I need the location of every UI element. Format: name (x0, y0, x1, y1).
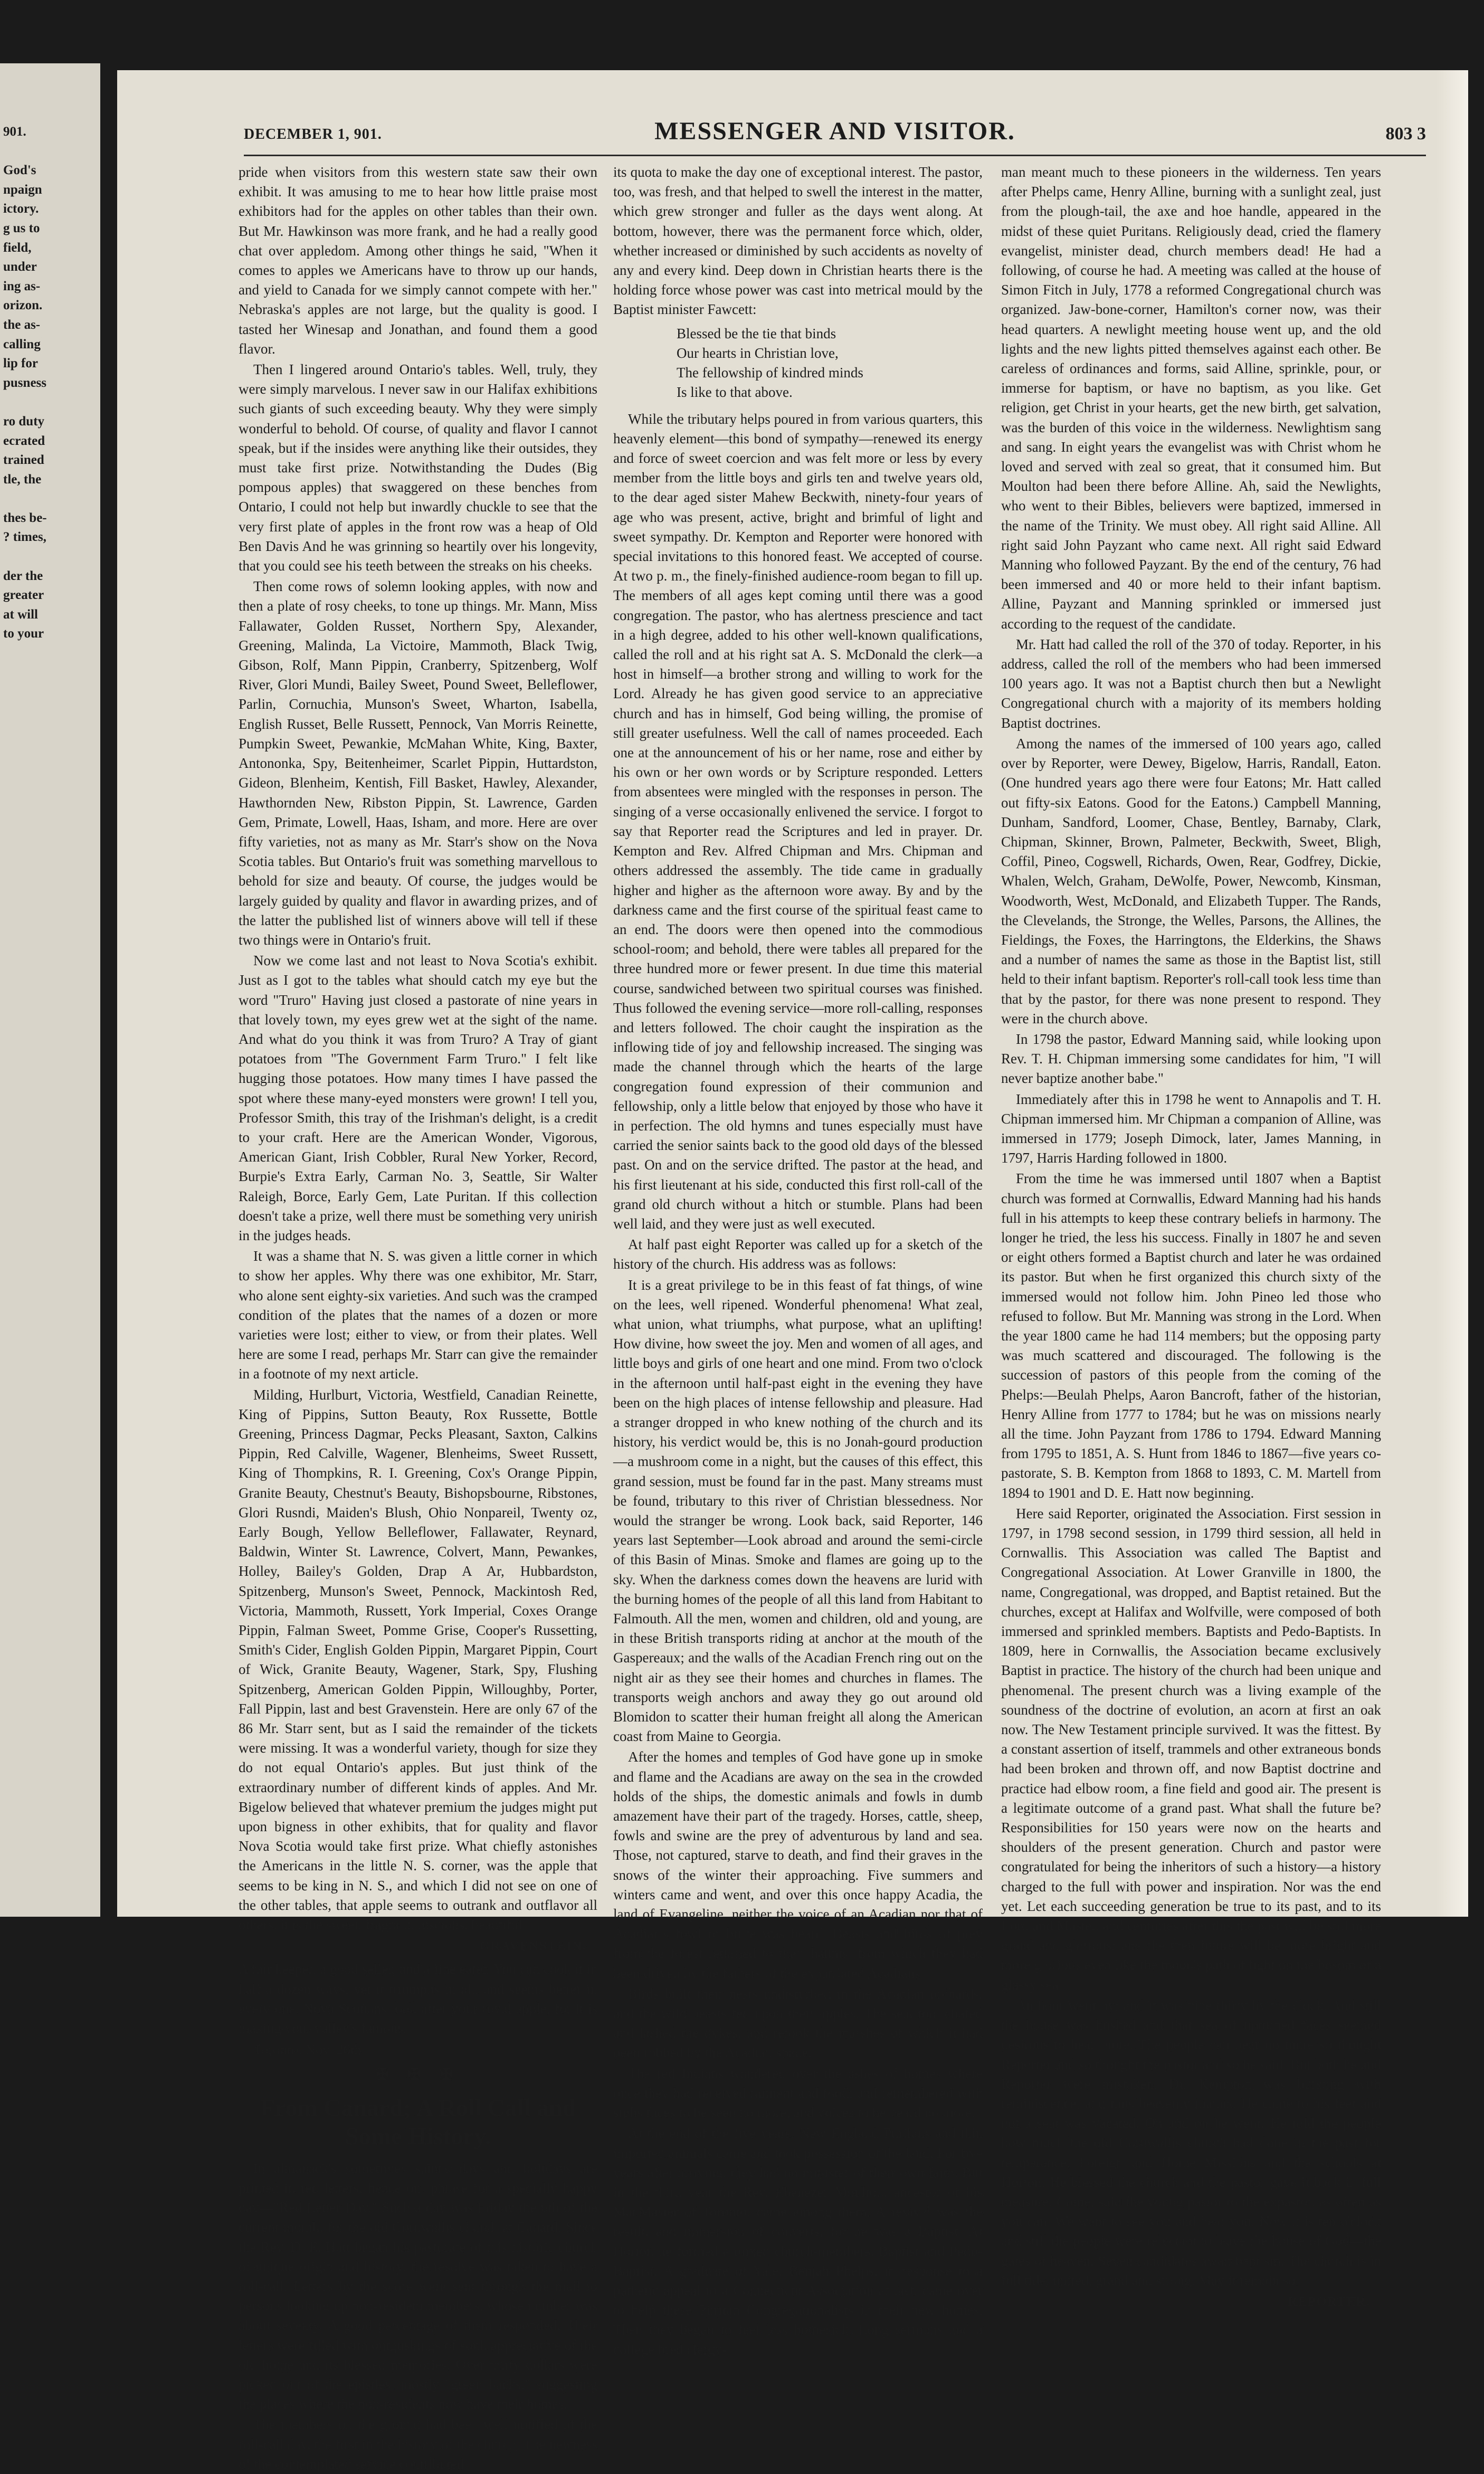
poem-line: Is like to that above. (677, 384, 793, 400)
section-ornament: ✠ ✠ ✠ (375, 2065, 461, 2083)
prev-page-fragment: trained (3, 453, 44, 468)
paragraph: Then I lingered around Ontario's tables. Well, truly, they were simply marvelous. I never saw in our Halifax exhibitions such giants of such exceeding beauty. Why they were simply wonderful to behold. Of course, of quality and flavor I cannot speak, but if the insides were anything like their outsides, they must take first prize. Notwithstanding the Dudes (Big pompous apples) that swaggered on these benches from Ontario, I could not help but inwardly chuckle to see that the very first plate of apples in the front row was a heap of Old Ben Davis And he was grinning so heartily over his longevity, that you could see his teeth between the streaks on his cheeks. (239, 361, 597, 574)
paragraph: At the end of the five years, New England Puritans and thin imported animals came and took possession of the land. For five years after arriving, they had no minister of their own faith. But in the third year the Rev. Ebenezer Moulton, ancestor of his MacMaster of Toronto, came among them. A revival was the result, and immersion of converts, for he was a Baptist. At Horton he formed a mixed church-members, Baptist and Pedo-Baptist. A graduate of Yale, Benjah Phelps, in response to a pathetic appeal to a Connecticut Association at last, came over to help these Puritan Congregationalists in their new homes. Then they began to feel less homesick. Long sermons and a college bred clergy- (613, 2125, 983, 2357)
newspaper-title: MESSENGER AND VISITOR. (654, 117, 1015, 145)
column-2-intro: its quota to make the day one of exceptional interest. The pastor, too, was fresh, and that helped to swell the interest in the matter, which grew stronger and fuller as the days went along. At bottom, however, there was the permanent force which, older, whether increased or diminished by such accidents as novelty of any and every kind. Deep down in Christian hearts there is the holding force whose power was cast into metrical mould by the Baptist minister Fawcett: (613, 164, 983, 318)
paragraph: Immediately after this in 1798 he went to Annapolis and T. H. Chipman immersed him. Mr Chipman a companion of Alline, was immersed in 1779; Joseph Dimock, later, James Manning, in 1797, Harris Harding followed in 1800. (1001, 1091, 1381, 1166)
previous-page-fragments (0, 63, 100, 644)
prev-page-fragment: ing as- (3, 279, 41, 293)
prev-page-fragment: lip for (3, 356, 38, 371)
prev-page-fragment: ? times, (3, 530, 46, 545)
paragraph: Birds built their nests undisturbed in the Acadian orchards, and the wild beasts fed upon their apples. The sea, too, chafed and lashed the dykes, and retook the marshes of which it had been robbed by the Acadian spade. (613, 1985, 983, 2061)
paragraph: An hour went by; and it was nine thirty by the clock. And still the house was hushed and that sea of upturned faces seemed desirous to hear more. The people can hear no more so thought Reporter and so thought the pastor and so he said. But both he and Reporter were mistaken. Dr. Kempton was bursting with reminiscence; and thus heavenly manna. He came to his feet and not a seat was vacated. On and on he went. He told the people how much the old Cornwallis church had done in the past for temperance. Foreign and Home Missions and the schools at Horton. He blessed the church and the pastor gave it back in full measure. Come, said the young pastor to the expastor, as often as you can. We want to see you and hear you. Now it is ten o'clock and still the people were reluctant to leave the house of God—the gates of heaven. Seven candidates await baptism. The church is in full tide, united, grand and strong. May it remain so. (1001, 1997, 1381, 2288)
prev-page-fragment: the as- (3, 317, 41, 332)
paragraph: Here said Reporter, originated the Association. First session in 1797, in 1798 second session, in 1799 third session, all held in Cornwallis. This Association was called The Baptist and Congregational Association. At Lower Granville in 1800, the name, Congregational, was dropped, and Baptist retained. But the churches, except at Halifax and Wolfville, were composed of both immersed and sprinkled members. Baptists and Pedo-Baptists. In 1809, here in Cornwallis, the Association became exclusively Baptist in practice. The history of the church had been unique and phenomenal. The present church was a living example of the soundness of the doctrine of evolution, an acorn at first an oak now. The New Testament principle survived. It was the fittest. By a constant assertion of itself, trammels and other extraneous bonds had been broken and thrown off, and now Baptist doctrine and practice had elbow room, a fine field and good air. The present is a legitimate outcome of a grand past. What shall the future be? Responsibilities for 150 years were now on the hearts and shoulders of the present generation. Church and pastor were congratulated for being the inheritors of such a history—a history charged to the full with power and inspiration. Nor was the end yet. Let each succeeding generation be true to its past, and to its Lord and Master, and centuries after this the past will be still more grand and glorious; and the then future will be more bright and more glorious even like the moon's path of light on the bosom of a glassy sea. (1001, 1505, 1381, 1993)
paragraph: Milding, Hurlburt, Victoria, Westfield, Canadian Reinette, King of Pippins, Sutton Beauty, Rox Russette, Bottle Greening, Princess Dagmar, Pecks Pleasant, Saxton, Calkins Pippin, Red Calville, Wagener, Blenheims, Sweet Russett, King of Thompkins, R. I. Greening, Cox's Orange Pippin, Granite Beauty, Chestnut's Beauty, Bishopsbourne, Ribstones, Glori Rusndi, Maiden's Blush, Ohio Nonpareil, Twenty oz, Early Bough, Yellow Belleflower, Fallawater, Reynard, Baldwin, Winter St. Lawrence, Colvert, Mann, Pewankes, Holley, Bailey's Golden, Drap A Ar, Hubbardston, Spitzenberg, Munson's Sweet, Pennock, Mackintosh Red, Victoria, Mammoth, Russett, York Imperial, Coxes Orange Pippin, Falman Sweet, Pomme Grise, Cooper's Russetting, Smith's Cider, English Golden Pippin, Margaret Pippin, Court of Wick, Granite Beauty, Wagener, Stark, Spy, Flushing Spitzenberg, American Golden Pippin, Willoughby, Porter, Fall Pippin, last and best Gravenstein. Here are only 67 of the 86 Mr. Starr sent, but as I said the remainder of the tickets were missing. It was a wonderful variety, though for size they do not equal Ontario's apples. But just think of the extraordinary number of different kinds of apples. And Mr. Bigelow believed that whatever premium the judges might put upon bigness in other exhibits, that for quality and flavor Nova Scotia would take first prize. What chiefly astonishes the Americans in the little N. S. corner, was the apple that seems to be king in N. S., and which I did not see on one of the other tables, that apple seems to outrank and outflavor all others, it is the sweet, fragrant, luscious, beautiful (239, 1386, 597, 1933)
prev-page-fragment: calling (3, 337, 41, 351)
prev-page-fragment: pusness (3, 375, 46, 390)
paragraph: Then come rows of solemn looking apples, with now and then a plate of rosy cheeks, to tone up things. Mr. Mann, Miss Fallawater, Golden Russet, Northern Spy, Alexander, Greening, Malinda, La Victoire, Mammoth, Black Twig, Gibson, Rolf, Mann Pippin, Cranberry, Spitzenberg, Wolf River, Glori Mundi, Bailey Sweet, Pound Sweet, Belleflower, Parlin, Cornuchia, Munson's Sweet, Wharton, Isabella, English Russet, Belle Russett, Pennock, Van Morris Reinette, Pumpkin Sweet, Pewankie, McMahan White, King, Baxter, Antononka, Spy, Beitenheimer, Scarlet Pippin, Huttardston, Gideon, Blenheim, Kentish, Fill Basket, Hawley, Alexander, Hawthornden New, Ribston Pippin, St. Lawrence, Garden Gem, Primate, Lowell, Haas, Isham, and more. Here are over fifty varieties, not as many as Mr. Starr's show on the Nova Scotia tables. But Ontario's fruit was something marvellous to behold for size and beauty. Of course, the judges would be largely guided by quality and flavor in awarding prizes, and of the latter the published list of winners above will tell if these two things were in Ontario's fruit. (239, 578, 597, 948)
prev-page-fragment: orizon. (3, 298, 43, 313)
closing-paragraph: A fair keeper, a good seller, and a fine eater. You can cook it in half a dozen ways, yet it triumphs in all, and seems better in every one. Nova Scotians look after your royal apple, for it is making your valley's famous. (239, 1961, 597, 2037)
previous-page-edge (0, 63, 100, 1917)
column-1 (239, 163, 597, 2472)
prev-page-fragment (3, 489, 100, 509)
prev-page-fragment: g us to (3, 221, 40, 235)
prev-page-fragment: to your (3, 626, 44, 641)
paragraph: It was a shame that N. S. was given a little corner in which to show her apples. Why there was one exhibitor, Mr. Starr, who alone sent eighty-six varieties. And such was the cramped condition of the plates that the names of a dozen or more varieties were lost; either to view, or from their plates. Well here are some I read, perhaps Mr. Starr can give the remainder in a footnote of my next article. (239, 1248, 597, 1382)
dateline: Toronto, Nov. 26th. (253, 2042, 365, 2058)
page-edge-glare (1437, 70, 1468, 1917)
prev-page-fragment: greater (3, 588, 44, 603)
paragraph: After the homes and temples of God have gone up in smoke and flame and the Acadians are away on the sea in the crowded holds of the ships, the domestic animals and fowls in dumb amazement have their part of the tragedy. Horses, cattle, sheep, fowls and swine are the prey of adventurous by land and sea. Those, not captured, starve to death, and find their graves in the snows of the winter their approaching. Five summers and winters came and went, and over this once happy Acadia, the land of Evangeline, neither the voice of an Acadian nor that of Acadian's fowl or brute was heard. Beasts and birds of prey from the forest returned to their haunts, from which they had been driven by the fathers of the expatriated Acadians. (613, 1749, 983, 1981)
prev-page-fragment: ro duty (3, 414, 45, 429)
prev-page-fragment: field, (3, 240, 32, 255)
paragraph: In almanack's sometimes saint's days and holidays are printed in red letters, hence our phrase for a specially happy day—"Red Letter Day." Such a day was Friday the 6th of the current month, for the old Cornwallis church at Canard. Since the Rev. D. E. Hatt began his pastorate of this historic church of unique origin and history, the resolve was taken to have a roll-call. Letters by the score were sent through the mail to persons looking up non-resident members, whose number was about seventy. A good percentage of them responded. Their letters were filled with outgushings of soul, appreciative of the old home and its blessed memories. Over thirty dollars were picked out of the epistles, mostly "green backs," suggesting the places where the non-residents now have their homes. (239, 2160, 597, 2412)
prev-page-fragment: at will (3, 607, 38, 622)
masthead (244, 117, 1426, 154)
roll-call-article-body (613, 410, 983, 2359)
prev-page-fragment: ecrated (3, 433, 45, 448)
roll-call-article-history (1001, 163, 1381, 2290)
paragraph: At half past eight Reporter was called up for a sketch of the history of the church. His address was as follows: (613, 1236, 983, 1272)
column-2 (613, 163, 983, 2357)
hymn-verse (677, 324, 983, 402)
prev-page-fragment (3, 393, 100, 412)
prev-page-fragment: thes be- (3, 510, 47, 525)
article-headline: From Canard; A Roll Call and Some History. (260, 2094, 576, 2149)
issue-date: DECEMBER 1, 901. (244, 126, 382, 142)
prev-page-fragment: ictory. (3, 202, 39, 216)
page-number: 803 3 (1385, 124, 1426, 144)
masthead-rule (244, 155, 1426, 156)
paragraph: The members on the ground had been well notified of the roll-call day, the first in the history of the church. The newness of the contemplated service contributed (239, 2416, 597, 2472)
prev-page-fragment: 901. (3, 125, 26, 139)
paragraph: man meant much to these pioneers in the wilderness. Ten years after Phelps came, Henry Alline, burning with a sunlight zeal, just from the plough-tail, the axe and hoe handle, appeared in the midst of these quiet Puritans. Religiously dead, cried the flamery evangelist, minister dead, church members dead! He had a following, of course he had. A meeting was called at the house of Simon Fitch in July, 1778 a reformed Congregational church was organized. Jaw-bone-corner, Hamilton's corner now, was their head quarters. A newlight meeting house went up, and the old lights and the new lights pitted themselves against each other. Be careless of ordinances and forms, said Alline, sprinkle, pour, or immerse for baptism, or have no baptism, as you like. Get religion, get Christ in your hearts, get the new birth, get salvation, was the burden of this voice in the wilderness. Newlightism sang and sang. In eight years the evangelist was with Christ whom he loved and served with zeal so great, that it consumed him. But Moulton had been there before Alline. Ah, said the Newlights, who went to their Bibles, believers were baptized, immersed in the name of the Trinity. We must obey. All right said Alline. All right said John Payzant who came next. All right said Edward Manning who followed Payzant. By the end of the century, 76 had been immersed and 40 or more held to their infant baptism. Alline, Payzant and Manning sprinkled or immersed just according to the request of the candidate. (1001, 164, 1381, 632)
apple-exhibit-article (239, 163, 597, 1935)
paragraph: It is a great privilege to be in this feast of fat things, of wine on the lees, well ripened. Wonderful phenomena! What zeal, what union, what triumphs, what purpose, what an uplifting! How divine, how sweet the joy. Men and women of all ages, and little boys and girls of one heart and one mind. From two o'clock in the afternoon until half-past eight in the evening they have been on the high places of intense fellowship and pleasure. Had a stranger dropped in who knew nothing of the church and its history, his verdict would be, this is no Jonah-gourd production—a mushroom come in a night, but the causes of this effect, this grand session, must be found far in the past. Many streams must be found, tributary to this river of Christian blessedness. Nor would the stranger be wrong. Look back, said Reporter, 146 years last September—Look abroad and around the semi-circle of this Basin of Minas. Smoke and flames are going up to the sky. When the darkness comes down the heavens are lurid with the burning homes of the people of all this land from Habitant to Falmouth. All the men, women and children, old and young, are in these British transports riding at anchor at the mouth of the Gaspereaux; and the walls of the Acadian French ring out on the night air as they see their homes and churches in flames. The transports weigh anchors and away they go out around old Blomidon to scatter their human freight all along the American coast from Maine to Georgia. (613, 1277, 983, 1745)
paragraph: In 1798 the pastor, Edward Manning said, while looking upon Rev. T. H. Chipman immersing some candidates for him, "I will never baptize another babe." (1001, 1031, 1381, 1087)
paragraph: While the tributary helps poured in from various quarters, this heavenly element—this bond of sympathy—renewed its energy and force of sweet coercion and was felt more or less by every member from the little boys and girls ten and twelve years old, to the dear aged sister Mahew Beckwith, ninety-four years of age who was present, active, bright and brimful of light and sweet sympathy. Dr. Kempton and Reporter were honored with special invitations to this honored feast. We accepted of course. At two p. m., the finely-finished audience-room began to fill up. The members of all ages kept coming until there was a good congregation. The pastor, who has alertness prescience and tact in a high degree, added to his other well-known qualifications, called the roll and at his right sat A. S. McDonald the clerk—a host in himself—a brother strong and willing to work for the Lord. Already he has given good service to an appreciative church and has in himself, God being willing, the promise of still greater usefulness. Well the call of names proceeded. Each one at the announcement of his or her name, rose and either by his own or her own words or by Scripture responded. Letters from absentees were mingled with the responses in person. The singing of a verse occasionally enlivened the service. I forgot to say that Reporter read the Scriptures and led in prayer. Dr. Kempton and Rev. Alfred Chipman and Mrs. Chipman and others addressed the assembly. The tide came in gradually higher and higher as the afternoon wore away. By and by the darkness came and the first course of the spiritual feast came to an end. The doors were then opened into the commodious school-room; and behold, there were tables all prepared for the three hundred more or fewer present. In due time this material course, sandwiched between two spiritual courses was finished. Thus followed the evening service—more roll-calling, responses and letters followed. The choir caught the inspiration as the inflowing tide of joy and fellowship increased. The singing was made the channel through which the hearts of the large congregation found expression of their communion and fellowship, only a little below that enjoyed by those who have it in perfection. The old hymns and tunes especially must have carried the senior saints back to the good old days of the blessed past. On and on the service drifted. The pastor at the head, and his first lieutenant at his side, conducted this first roll-call of the grand old church without a hitch or stumble. Plans had been well laid, and they were just as well executed. (613, 411, 983, 1232)
paragraph: Among the names of the immersed of 100 years ago, called over by Reporter, were Dewey, Bigelow, Harris, Randall, Eaton. (One hundred years ago there were four Eatons; Mr. Hatt called out fifty-six Eatons. Good for the Eatons.) Campbell Manning, Dunham, Sandford, Loomer, Chase, Bentley, Barnaby, Clark, Chipman, Skinner, Brown, Palmeter, Beckwith, Sweet, Bligh, Coffil, Pineo, Cogswell, Richards, Owen, Rear, Godfrey, Dickie, Whalen, Welch, Graham, DeWolfe, Power, Newcomb, Kinsman, Woodworth, West, McDonald, and Elizabeth Tupper. The Rands, the Clevelands, the Stronge, the Welles, Parsons, the Allines, the Fieldings, the Foxes, the Harringtons, the Elderkins, the Shaws and a number of names the same as those in the Baptist list, still held to their infant baptism. Reporter's roll-call took less time than that by the pastor, for there was none present to respond. They were in the church above. (1001, 735, 1381, 1026)
gravenstein-heading: GRAVENSTEIN. (480, 1939, 587, 1954)
paragraph: From the time he was immersed until 1807 when a Baptist church was formed at Cornwallis, Edward Manning had his hands full in his attempts to keep these contrary beliefs in harmony. The longer he tried, the less his success. Finally in 1807 he and seven or eight others formed a Baptist church and later he was ordained its pastor. But when he first organized this church sixty of the immersed would not follow him. John Pineo led those who refused to follow. But Mr. Manning was strong in the Lord. When the year 1800 came he had 114 members; but the opposing party was much scattered and discouraged. The following is the succession of pastors of this people from the coming of the Phelps:—Beulah Phelps, Aaron Bancroft, father of the historian, Henry Alline from 1777 to 1784; but he was on missions nearly all the time. John Payzant from 1786 to 1794. Edward Manning from 1795 to 1851, A. S. Hunt from 1846 to 1867—five years co-pastorate, S. B. Kempton from 1868 to 1893, C. M. Martell from 1894 to 1901 and D. E. Hatt now beginning. (1001, 1171, 1381, 1501)
paragraph: Now we come last and not least to Nova Scotia's exhibit. Just as I got to the tables what should catch my eye but the word "Truro" Having just closed a pastorate of nine years in that lovely town, my eyes grew wet at the sight of the name. And what do you think it was from Truro? A Tray of giant potatoes from "The Government Farm Truro." I felt like hugging those potatoes. How many times I have passed the spot where these many-eyed monsters were grown! I tell you, Professor Smith, this tray of the Irishman's delight, is a credit to your craft. Here are the American Wonder, Vigorous, American Giant, Irish Cobbler, Rural New Yorker, Record, Burpie's Extra Early, Carman No. 3, Seattle, Sir Walter Raleigh, Borce, Early Gem, Late Puritan. If this collection doesn't take a prize, well there must be something very unirish in the judges heads. (239, 953, 597, 1243)
poem-line: The fellowship of kindred minds (677, 364, 863, 380)
prev-page-fragment: under (3, 260, 37, 274)
prev-page-fragment: npaign (3, 182, 42, 197)
column-3 (1001, 163, 1381, 2309)
poem-line: Blessed be the tie that binds (677, 325, 836, 341)
paragraph: pride when visitors from this western state saw their own exhibit. It was amusing to me to hear how little praise most exhibitors had for the apples on other tables than their own. But Mr. Hawkinson was more frank, and he had a really good chat over appledom. Among other things he said, "When it comes to apples we Americans have to throw up our hands, and yield to Canada for we simply cannot compete with her." Nebraska's apples are not large, but the quality is good. I tasted her Winesap and Jonathan, and found them a good flavor. (239, 164, 597, 357)
paragraph: The red Indians wandered over the ashes of homes where once they had received raiment and food; and remembered with sighs faces to be seen no more, and voices to be heard no more. (613, 2065, 983, 2121)
prev-page-fragment (3, 142, 100, 161)
prev-page-fragment (3, 547, 100, 567)
prev-page-fragment: tle, the (3, 472, 42, 487)
reporter-signature: REPORTER. (1288, 2295, 1371, 2309)
poem-line: Our hearts in Christian love, (677, 345, 839, 361)
roll-call-article-start (239, 2159, 597, 2474)
paragraph: Mr. Hatt had called the roll of the 370 of today. Reporter, in his address, called the roll of the members who had been immersed 100 years ago. It was not a Baptist church then but a Newlight Congregational church with a majority of its members holding Baptist doctrines. (1001, 636, 1381, 731)
prev-page-fragment: der the (3, 568, 43, 583)
newspaper-page (117, 70, 1468, 2472)
prev-page-fragment: God's (3, 163, 36, 178)
